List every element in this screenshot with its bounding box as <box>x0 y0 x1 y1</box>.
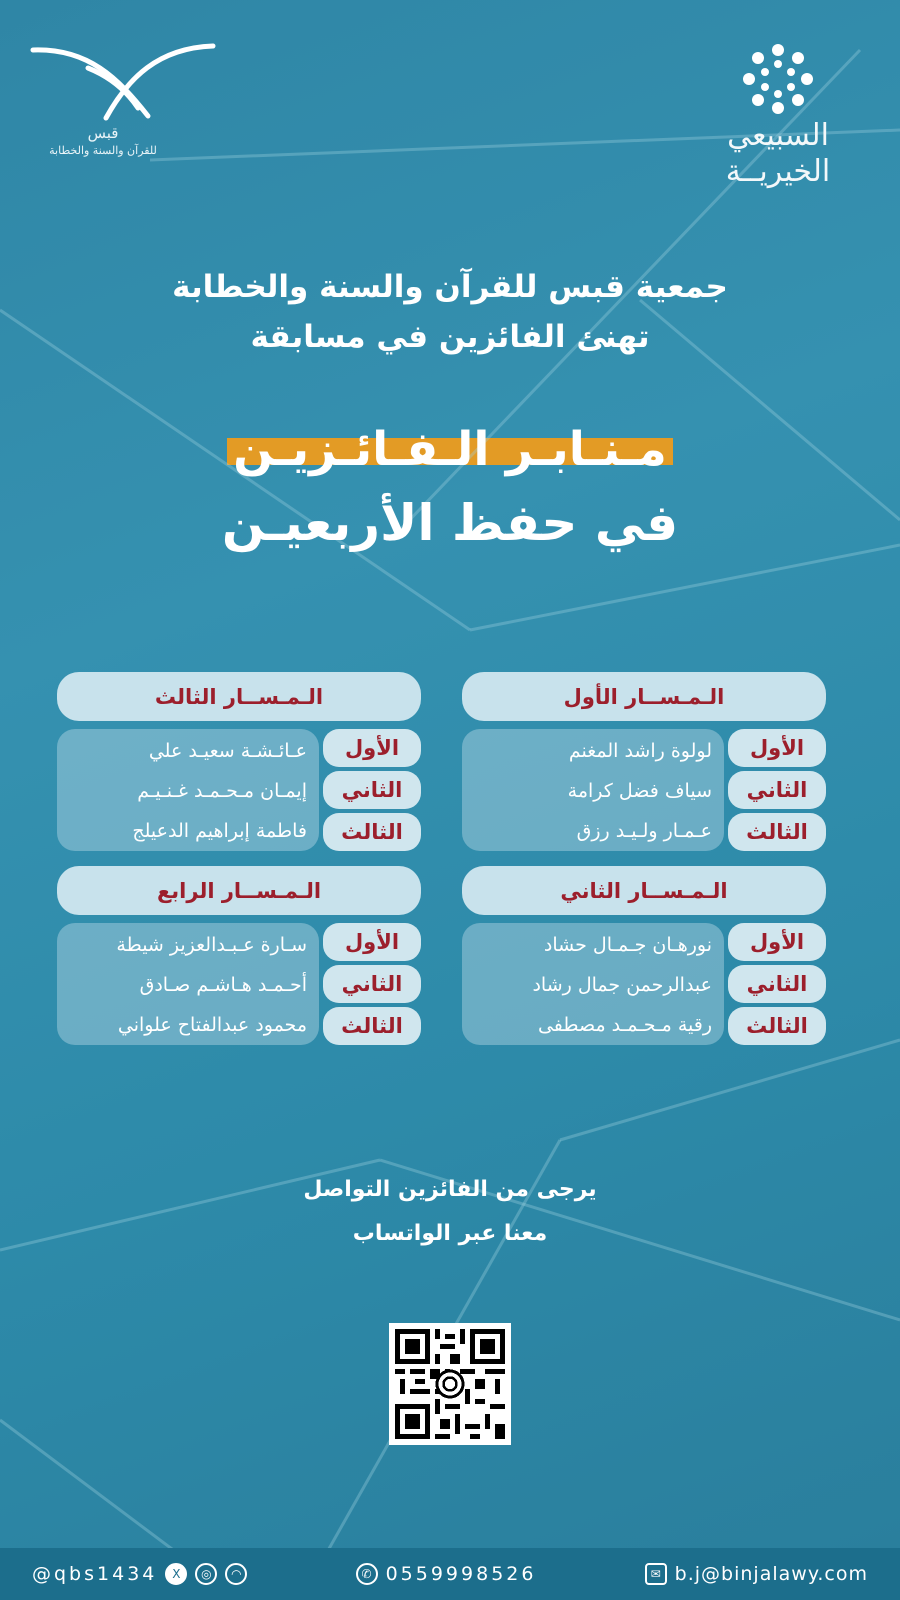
rank-label: الثاني <box>323 965 421 1003</box>
qabas-emblem-icon <box>28 38 218 123</box>
track-title: الـمـســار الثالث <box>57 672 421 721</box>
contact-prompt <box>0 1168 900 1256</box>
winner-name: عبدالرحمن جمال رشاد <box>532 974 712 996</box>
title-highlight-text: مـنـابـر الـفـائـزيـن <box>233 422 667 477</box>
email-address[interactable]: b.j@binjalawy.com <box>674 1563 868 1585</box>
header-line1: جمعية قبس للقرآن والسنة والخطابة <box>172 269 728 305</box>
track-4 <box>57 866 421 1045</box>
subaie-logo <box>698 44 858 194</box>
rank-label: الثالث <box>728 813 826 851</box>
snapchat-icon[interactable]: ◠ <box>225 1563 247 1585</box>
rank-label: الأول <box>323 923 421 961</box>
subaie-logo-line2: الخيريــة <box>725 154 831 189</box>
flower-emblem-icon <box>743 44 813 114</box>
rank-label: الأول <box>728 923 826 961</box>
winner-name: محمود عبدالفتاح علواني <box>117 1014 307 1036</box>
header-line2: تهنئ الفائزين في مسابقة <box>250 319 650 355</box>
header <box>0 262 900 362</box>
winner-name: لولوة راشد المغنم <box>568 740 712 762</box>
winner-name: إيمـان مـحـمـد غـنـيـم <box>137 780 307 802</box>
contact-prompt-line1: يرجى من الفائزين التواصل <box>303 1177 597 1202</box>
rank-label: الثالث <box>323 1007 421 1045</box>
rank-label: الأول <box>323 729 421 767</box>
title-highlight <box>0 418 900 482</box>
winner-name: أحـمـد هـاشـم صـادق <box>139 974 307 996</box>
rank-label: الثاني <box>728 771 826 809</box>
track-3 <box>57 672 421 851</box>
x-icon[interactable]: X <box>165 1563 187 1585</box>
winner-name: عـمـار ولـيـد رزق <box>576 820 712 842</box>
social-handle[interactable]: @qbs1434 <box>32 1563 158 1585</box>
rank-label: الأول <box>728 729 826 767</box>
winner-name: سياف فضل كرامة <box>567 780 712 802</box>
footer-email[interactable] <box>645 1563 868 1585</box>
winner-name: رقية مـحـمـد مصطفى <box>537 1014 712 1036</box>
track-title: الـمـســار الرابع <box>57 866 421 915</box>
rank-label: الثاني <box>323 771 421 809</box>
rank-label: الثالث <box>728 1007 826 1045</box>
title-line2: في حفظ الأربعيـن <box>221 494 679 552</box>
track-1 <box>462 672 826 851</box>
rank-label: الثالث <box>323 813 421 851</box>
qr-code-icon <box>395 1329 505 1439</box>
track-2 <box>462 866 826 1045</box>
qabas-logo-name: قبس <box>87 124 119 142</box>
qabas-logo-subtitle: للقرآن والسنة والخطابة <box>49 144 157 157</box>
winner-name: فاطمة إبراهيم الدعيلج <box>132 820 307 842</box>
winner-name: عـائـشـة سعيـد علي <box>148 740 307 762</box>
footer <box>0 1548 900 1600</box>
contact-prompt-line2: معنا عبر الواتساب <box>352 1221 548 1246</box>
qabas-logo <box>28 38 218 173</box>
instagram-icon[interactable]: ◎ <box>195 1563 217 1585</box>
track-title: الـمـســار الأول <box>462 672 826 721</box>
track-title: الـمـســار الثاني <box>462 866 826 915</box>
footer-social[interactable] <box>32 1563 247 1585</box>
rank-label: الثاني <box>728 965 826 1003</box>
email-icon: ✉ <box>645 1563 667 1585</box>
qr-code[interactable] <box>389 1323 511 1445</box>
whatsapp-icon: ✆ <box>356 1563 378 1585</box>
phone-number[interactable]: 0559998526 <box>385 1563 537 1585</box>
winner-name: سـارة عـبـدالعزيز شيطة <box>116 934 307 956</box>
subaie-logo-line1: السبيعي <box>727 118 829 153</box>
winner-name: نورهـان جـمـال حشاد <box>543 934 712 956</box>
footer-phone[interactable] <box>356 1563 537 1585</box>
